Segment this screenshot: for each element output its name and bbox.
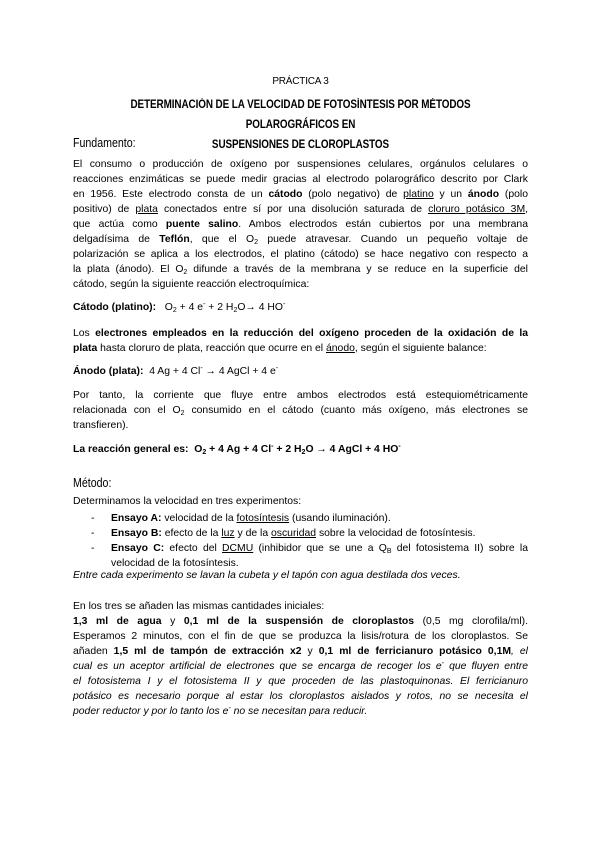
fundamento-paragraph-2: Los electrones empleados en la reducción del oxígeno proceden de la oxidación de la plata hasta cloruro de plata, reacción que ocurre en el ánodo, según el siguiente balance:: [73, 328, 529, 354]
fundamento-paragraph-3: Por tanto, la corriente que fluye entre ambos electrodos está estequiométricamente relacionada con el $O_2$ consumido en el cátodo (cuanto más oxígeno, más electrones se transfieren).: [73, 390, 529, 431]
document-title: DETERMINACIÓN DE LA VELOCIDAD DE FOTOSÍNTESIS POR MÉTODOS POLAROGRÁFICOS EN SUSPENSIONES DE CLOROPLASTOS: [130, 99, 471, 151]
anode-equation: Ánodo (plata): 4 Ag + 4 Cl- → 4 AgCl + 4 e-: [73, 365, 279, 377]
metodo-heading: Método:: [73, 476, 112, 490]
metodo-paragraph: En los tres se añaden las mismas cantidades iniciales: 1,3 ml de agua y 0,1 ml de la suspensión de cloroplastos (0,5 mg clorofila/ml). Esperamos 2 minutos, con el fin de que se produzca la lisis/rotura de los cloroplastos. Se añaden 1,5 ml de tampón de extracción x2 y 0,1 ml de ferricianuro potásico 0,1M, el cual es un aceptor artificial de electrones que se encarga de recoger los e- que fluyen entre el fotosistema I y el fotosistema II y que proceden de las plastoquinonas. El ferricianuro potásico es necesario porque al estar los cloroplastos aislados y rotos, no se necesita el poder reductor y por lo tanto los e- no se necesitan para reducir.: [73, 601, 528, 717]
fundamento-paragraph-1: El consumo o producción de oxígeno por suspensiones celulares, orgánulos celulares o reacciones enzimáticas se puede medir gracias al electrodo polarográfico descrito por Clark en 1956. Este electrodo consta de un cátodo (polo negativo) de platino y un ánodo (polo positivo) de plata conectados entre sí por una disolución saturada de cloruro potásico 3M, que actúa como puente salino. Ambos electrodos están cubiertos por una membrana delgadísima de Teflón, que el $O_2$ puede atravesar. Cuando un pequeño voltaje de polarización se aplica a los electrodos, el platino (cátodo) se hace negativo con respecto a la plata (ánodo). El $O_2$ difunde a través de la membrana y se reduce en la superficie del cátodo, según la siguiente reacción electroquímica:: [73, 159, 529, 290]
metodo-intro: Determinamos la velocidad en tres experimentos:: [73, 496, 302, 507]
cathode-equation: Cátodo (platino): $O_2 + 4$ e- + 2 $H_2O\to 4$ HO-: [73, 301, 286, 314]
practice-number: PRÁCTICA 3: [272, 76, 329, 87]
italic-note: Entre cada experimento se lavan la cubeta y el tapón con agua destilada dos veces.: [73, 570, 461, 581]
fundamento-heading: Fundamento:: [73, 136, 136, 150]
general-equation: La reacción general es: $O_2 + 4$ Ag + 4 Cl- + 2 $H_2O \to 4$ AgCl + 4 HO-: [73, 443, 401, 456]
